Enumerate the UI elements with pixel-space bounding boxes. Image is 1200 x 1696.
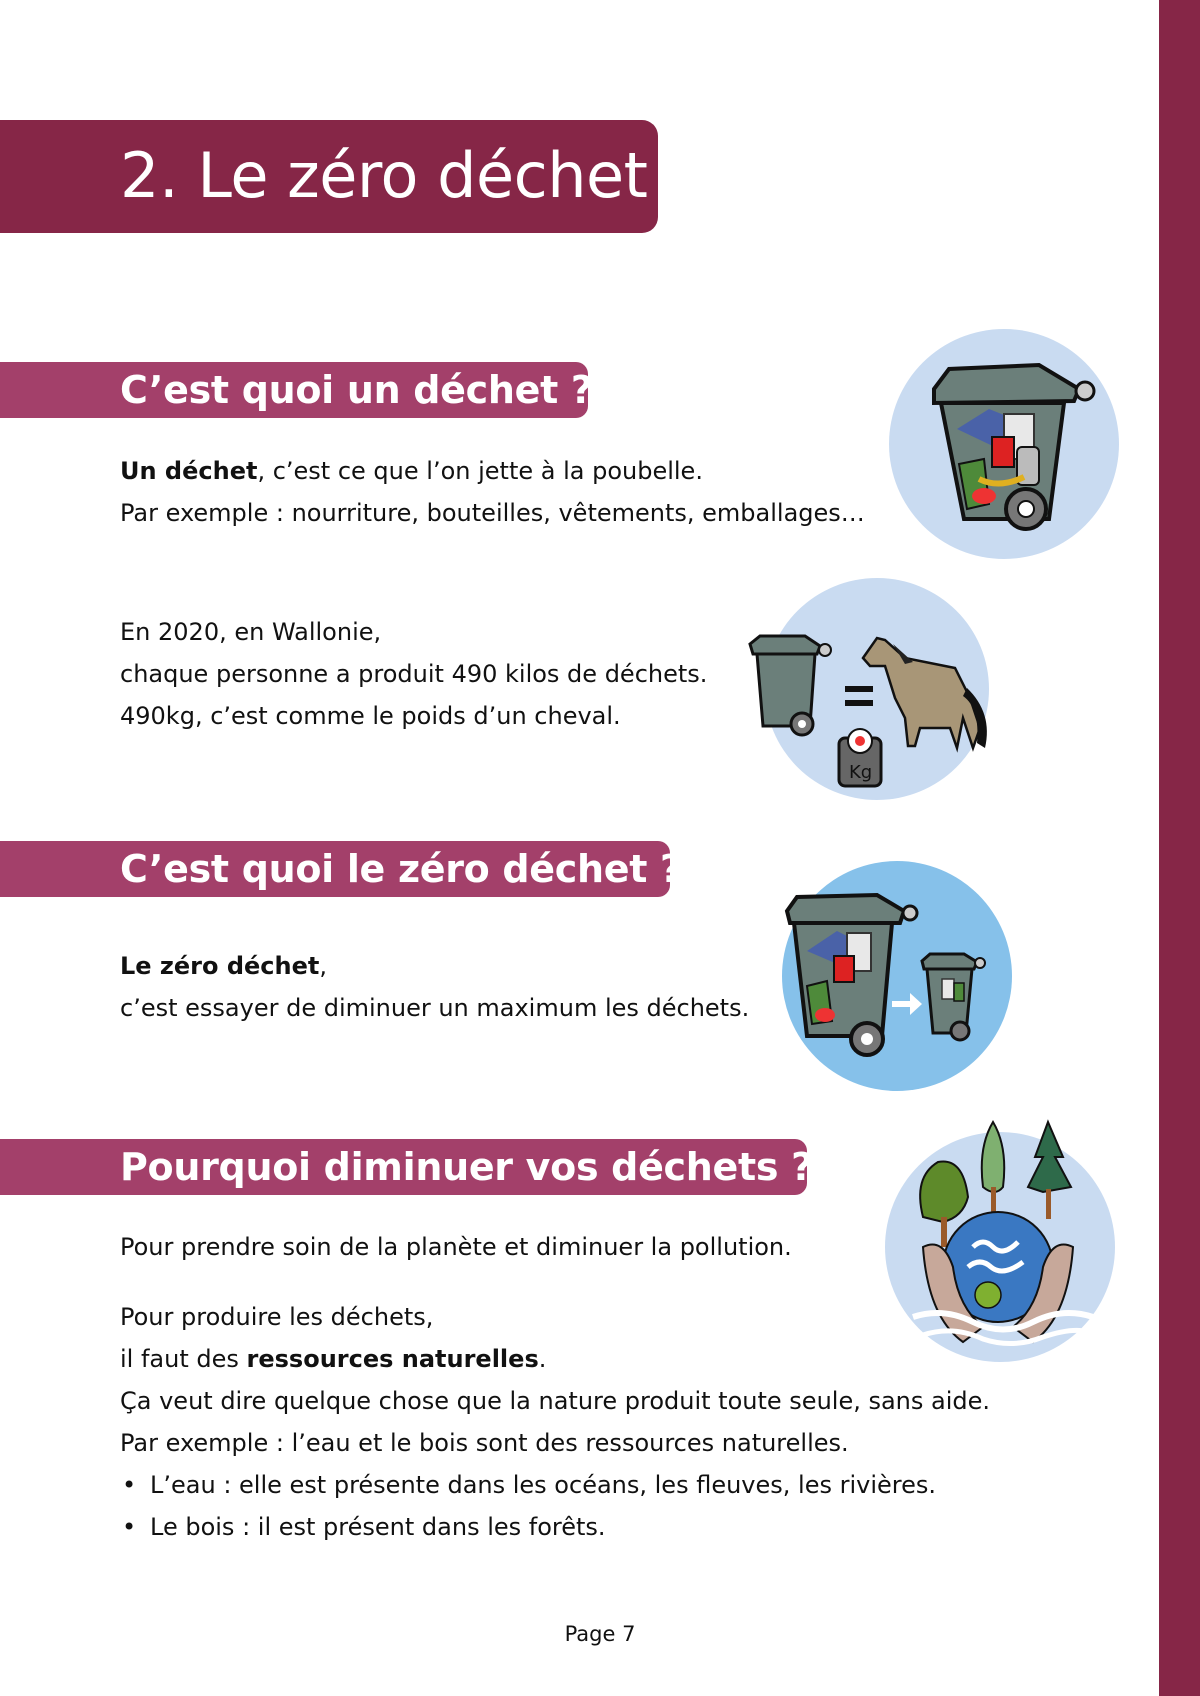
section-banner-what-is-zero-waste [0,841,682,897]
definition-text: , c’est ce que l’on jette à la poubelle. [257,457,703,485]
section-title: Pourquoi diminuer vos déchets ? [120,1145,813,1189]
why-reduce-text [120,1226,990,1548]
stat-line: En 2020, en Wallonie, [120,618,382,646]
paragraph: Pour prendre soin de la planète et diminuer la pollution. [120,1233,792,1261]
waste-statistic [120,611,707,737]
full-trash-bin-illustration [889,329,1119,563]
chapter-title: 2. Le zéro déchet [120,139,648,212]
section-banner-why-reduce-waste [0,1139,813,1195]
paragraph: Ça veut dire quelque chose que la nature produit toute seule, sans aide. [120,1387,991,1415]
hands-holding-earth-illustration [883,1117,1118,1366]
big-bin-to-small-bin-illustration [782,861,1012,1095]
zero-waste-definition [120,945,749,1029]
stat-line: 490kg, c’est comme le poids d’un cheval. [120,702,621,730]
paragraph: Pour produire les déchets, [120,1303,434,1331]
chapter-banner [0,120,658,233]
definition-text: c’est essayer de diminuer un maximum les déchets. [120,994,750,1022]
paragraph: Par exemple : l’eau et le bois sont des ressources naturelles. [120,1429,849,1457]
section-banner-what-is-waste [0,362,593,418]
paragraph-text: il faut des [120,1345,247,1373]
stat-line: chaque personne a produit 490 kilos de déchets. [120,660,708,688]
examples-text: Par exemple : nourriture, bouteilles, vêtements, emballages… [120,499,865,527]
side-color-bar [1159,0,1200,1696]
waste-definition [120,450,865,534]
list-item: • Le bois : il est présent dans les forêts. [120,1506,990,1548]
section-title: C’est quoi un déchet ? [120,368,593,412]
page-number: Page 7 [564,1622,636,1646]
bin-equals-horse-illustration [745,578,995,804]
svg-text:Kg: Kg [849,762,873,783]
punctuation: . [538,1345,547,1373]
bold-term: ressources naturelles [246,1345,539,1373]
resource-bullet-list [120,1464,990,1548]
bold-term: Un déchet [120,457,258,485]
list-item: • L’eau : elle est présente dans les océans, les fleuves, les rivières. [120,1464,990,1506]
punctuation: , [319,952,328,980]
section-title: C’est quoi le zéro déchet ? [120,847,682,891]
bold-term: Le zéro déchet [120,952,320,980]
